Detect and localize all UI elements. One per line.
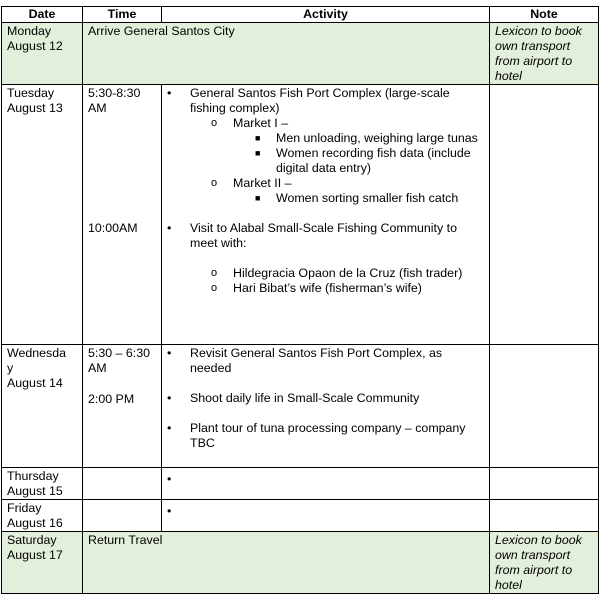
list-item: ■ Men unloading, weighing large tunas <box>255 131 478 145</box>
time-slot: 10:00AM <box>88 221 138 235</box>
row-monday <box>2 23 599 85</box>
note-cell <box>490 468 599 500</box>
list-item: • Shoot daily life in Small-Scale Community <box>167 391 420 405</box>
activity-cell <box>162 345 490 468</box>
time-cell <box>83 500 162 532</box>
list-item: ■ Women sorting smaller fish catch <box>255 191 459 205</box>
activity-cell: • <box>162 468 490 500</box>
list-item: • General Santos Fish Port Complex (large-scale fishing complex) <box>167 86 450 115</box>
list-item: o Hari Bibat’s wife (fisherman’s wife) <box>211 281 422 295</box>
header-note: Note <box>490 7 599 23</box>
list-item: o Hildegracia Opaon de la Cruz (fish trader) <box>211 266 463 280</box>
header-date: Date <box>2 7 83 23</box>
list-item: • Plant tour of tuna processing company – company TBC <box>167 421 466 450</box>
list-item: • Revisit General Santos Fish Port Complex, as needed <box>167 346 443 375</box>
row-friday <box>2 500 599 532</box>
header-row <box>2 7 599 23</box>
date-cell: Wednesda y August 14 <box>2 345 83 468</box>
time-cell <box>83 345 162 468</box>
list-item: o Market I – <box>211 116 289 130</box>
schedule-table <box>1 6 599 594</box>
row-tuesday <box>2 85 599 345</box>
header-time: Time <box>83 7 162 23</box>
header-activity: Activity <box>162 7 490 23</box>
row-thursday <box>2 468 599 500</box>
row-wednesday <box>2 345 599 468</box>
list-item: o Market II – <box>211 176 292 190</box>
note-cell: Lexicon to book own transport from airport to hotel <box>490 532 599 594</box>
time-slot: 5:30-8:30 AM <box>88 86 141 115</box>
activity-cell: Return Travel <box>83 532 490 594</box>
note-cell <box>490 345 599 468</box>
date-cell: Monday August 12 <box>2 23 83 85</box>
list-item: • Visit to Alabal Small-Scale Fishing Community to meet with: <box>167 221 457 250</box>
activity-cell <box>162 85 490 345</box>
time-cell <box>83 85 162 345</box>
note-cell <box>490 85 599 345</box>
date-cell: Thursday August 15 <box>2 468 83 500</box>
activity-cell: • <box>162 500 490 532</box>
activity-list <box>167 346 484 451</box>
date-cell: Friday August 16 <box>2 500 83 532</box>
time-slot: 5:30 – 6:30 AM <box>88 346 151 375</box>
row-saturday <box>2 532 599 594</box>
activity-list <box>167 86 484 296</box>
date-cell: Tuesday August 13 <box>2 85 83 345</box>
time-cell <box>83 468 162 500</box>
date-cell: Saturday August 17 <box>2 532 83 594</box>
note-cell: Lexicon to book own transport from airport to hotel <box>490 23 599 85</box>
list-item: ■ Women recording fish data (include digital data entry) <box>255 146 471 175</box>
note-cell <box>490 500 599 532</box>
time-slot: 2:00 PM <box>88 392 135 406</box>
activity-cell: Arrive General Santos City <box>83 23 490 85</box>
